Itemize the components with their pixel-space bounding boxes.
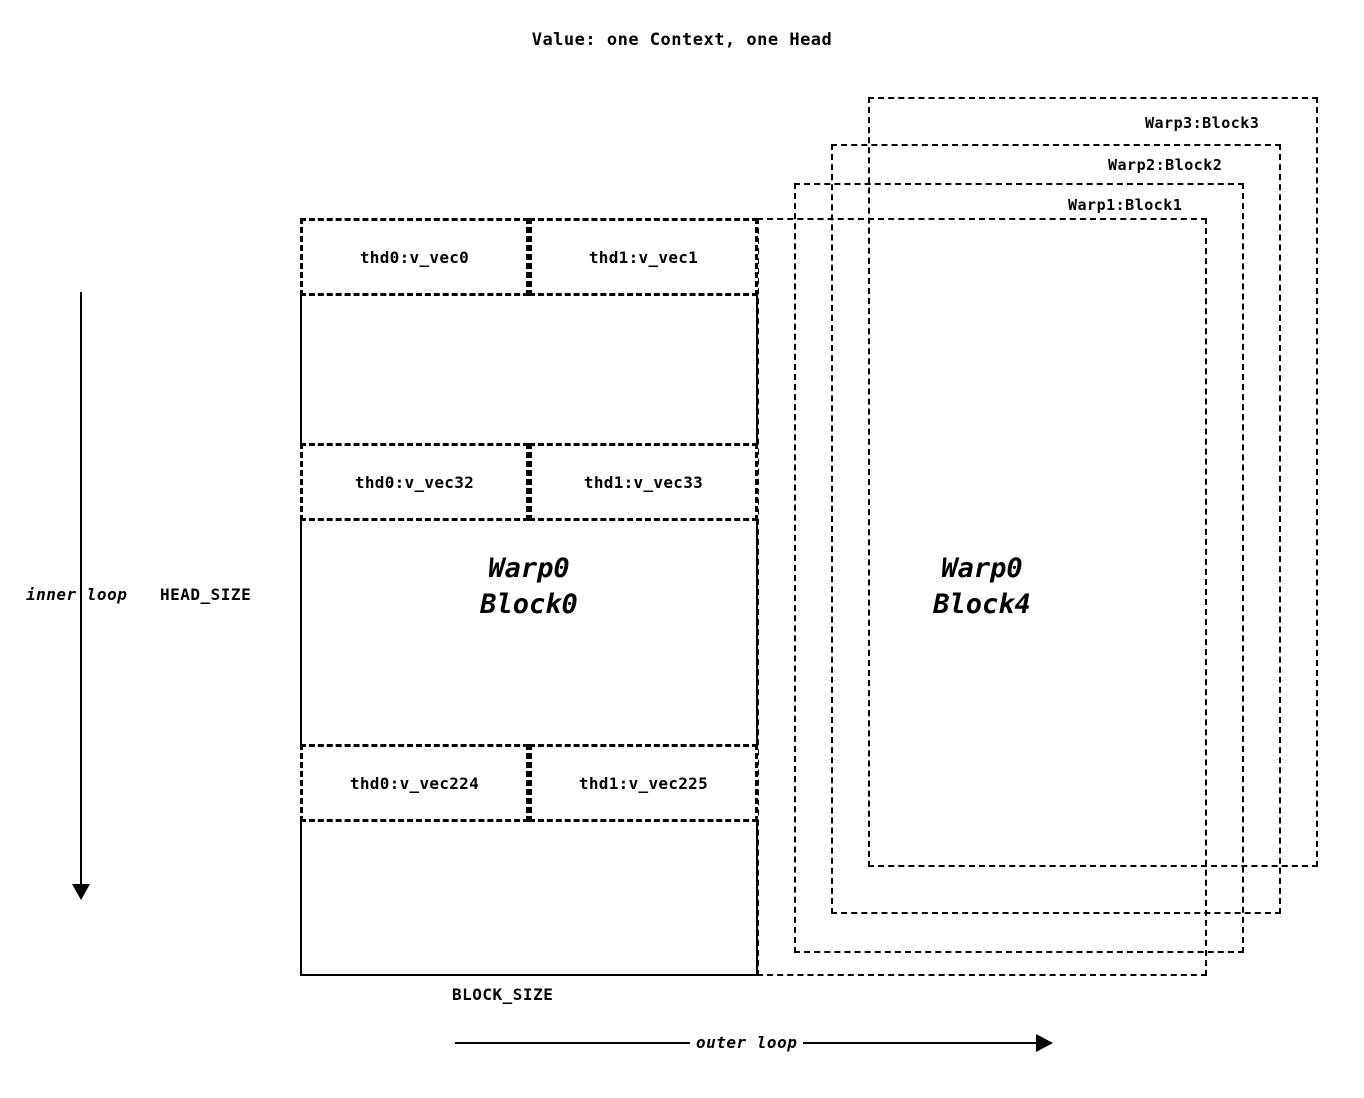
block-4-block: Block4 — [933, 589, 1031, 621]
page-title: Value: one Context, one Head — [531, 30, 833, 50]
head-size-label: HEAD_SIZE — [160, 585, 252, 604]
block-size-label: BLOCK_SIZE — [452, 985, 554, 1004]
thread-cell: thd0:v_vec0 — [300, 218, 529, 296]
thread-cell: thd1:v_vec225 — [529, 744, 758, 822]
thread-cell: thd0:v_vec32 — [300, 443, 529, 521]
inner-loop-label: inner loop — [26, 585, 128, 604]
thread-cell: thd1:v_vec33 — [529, 443, 758, 521]
block-0-warp: Warp0 — [488, 553, 570, 584]
thread-cell: thd0:v_vec224 — [300, 744, 529, 822]
ghost-block-3-label: Warp3:Block3 — [1145, 114, 1260, 132]
thread-cell: thd1:v_vec1 — [529, 218, 758, 296]
block-4-warp: Warp0 — [941, 553, 1023, 584]
inner-loop-arrow-head — [72, 884, 90, 900]
block-0-caption — [300, 551, 758, 624]
ghost-block-2-label: Warp2:Block2 — [1108, 156, 1223, 174]
block-4-caption — [757, 551, 1207, 624]
outer-loop-arrow-head — [1036, 1034, 1053, 1052]
block-0-block: Block0 — [480, 589, 578, 621]
outer-loop-label: outer loop — [690, 1033, 803, 1052]
ghost-block-1-label: Warp1:Block1 — [1068, 196, 1183, 214]
